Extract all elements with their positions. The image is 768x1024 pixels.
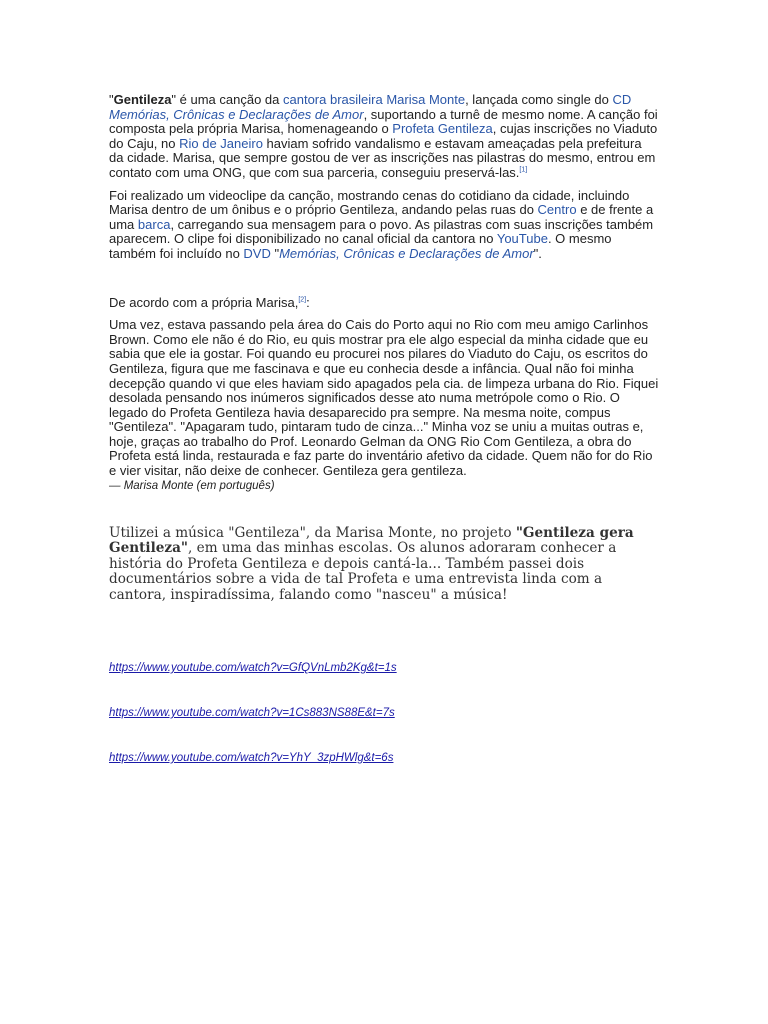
text-run: , cujas inscrições no Viaduto do Caju, no bbox=[109, 121, 658, 151]
text-run: , carregando sua mensagem para o povo. As pilastras com suas inscrições também aparecem. O clipe foi disponibilizado no canal oficial da cantora no bbox=[109, 216, 654, 247]
link-singer[interactable]: cantora brasileira Marisa Monte bbox=[283, 92, 466, 107]
text-run: ". bbox=[533, 245, 542, 261]
quote-lead bbox=[109, 296, 659, 311]
youtube-link-1[interactable]: https://www.youtube.com/watch?v=GfQVnLmb2Kg&t=1s bbox=[109, 662, 397, 675]
text-run: Utilizei a música "Gentileza", da Marisa Monte, no projeto bbox=[109, 524, 516, 541]
text-run: " bbox=[109, 92, 114, 107]
link-rio-de-janeiro[interactable]: Rio de Janeiro bbox=[179, 135, 263, 151]
youtube-link-3[interactable]: https://www.youtube.com/watch?v=YhY_3zpHWlg&t=6s bbox=[109, 752, 394, 765]
song-title: Gentileza bbox=[113, 92, 172, 107]
text-run: , em uma das minhas escolas. Os alunos adoraram conhecer a história do Profeta Gentileza e depois cantá-la... Também passei dois documentários sobre a vida de tal Profeta e uma entrevista linda com a cantora, inspiradíssima, falando como "nasceu" a música! bbox=[109, 540, 617, 603]
link-youtube[interactable]: YouTube bbox=[496, 231, 548, 247]
link-centro[interactable]: Centro bbox=[537, 202, 577, 218]
text-run: " bbox=[270, 245, 280, 261]
link-profeta-gentileza[interactable]: Profeta Gentileza bbox=[392, 121, 493, 137]
link-dvd[interactable]: DVD bbox=[243, 245, 271, 261]
link-cd[interactable]: CD bbox=[612, 92, 632, 107]
blockquote: Uma vez, estava passando pela área do Cais do Porto aqui no Rio com meu amigo Carlinhos Brown. Como ele não é do Rio, eu quis mostrar pra ele algo especial da minha cidade que eu sabia que ele ia gostar. Foi quando eu procurei nos pilares do Viaduto do Caju, os escritos do Gentileza, figura que me fascinava e que eu conhecia desde a infância. Qual não foi minha decepção quando vi que eles haviam sido apagados pela cia. de limpeza urbana do Rio. Fiquei desolada pensando nos inúmeros significados desse ato numa metrópole como o Rio. O legado do Profeta Gentileza havia desaparecido pra sempre. Na mesma noite, compus "Gentileza". "Apagaram tudo, pintaram tudo de cinza..." Minha voz se uniu a muitas outras e, hoje, graças ao trabalho do Prof. Leonardo Gelman da ONG Rio Com Gentileza, a obra do Profeta está linda, restaurada e faz parte do inventário afetivo da cidade. Quem não for do Rio e vier visitar, não deixe de conhecer. Gentileza gera gentileza. bbox=[109, 317, 659, 479]
intro-paragraph bbox=[109, 93, 659, 181]
document-body bbox=[109, 93, 659, 765]
text-run: " é uma canção da bbox=[171, 92, 283, 107]
link-barca[interactable]: barca bbox=[137, 216, 171, 232]
text-run: , suportando a turnê de mesmo nome. A canção foi composta pela própria Marisa, homenageando o bbox=[109, 106, 658, 137]
reference-1[interactable]: [1] bbox=[519, 166, 528, 174]
text-run: : bbox=[306, 294, 310, 310]
teacher-note bbox=[109, 526, 657, 604]
text-run: Foi realizado um videoclipe da canção, mostrando cenas do cotidiano da cidade, incluindo Marisa dentro de um ônibus e o próprio Gentileza, andando pelas ruas do bbox=[109, 187, 630, 218]
videoclip-paragraph bbox=[109, 189, 659, 262]
text-run: De acordo com a própria Marisa, bbox=[109, 294, 299, 310]
reference-2[interactable]: [2] bbox=[298, 296, 307, 304]
youtube-link-2[interactable]: https://www.youtube.com/watch?v=1Cs883NS88E&t=7s bbox=[109, 707, 395, 720]
video-links bbox=[109, 661, 659, 765]
text-run: . O mesmo também foi incluído no bbox=[109, 231, 612, 261]
text-run: haviam sofrido vandalismo e estavam ameaçadas pela prefeitura da cidade. Marisa, que sempre gostou de ver as inscrições nas pilastras do mesmo, entrou em contato com uma ONG, que com sua parceria, conseguiu preservá-las. bbox=[109, 135, 656, 180]
project-title: "Gentileza gera Gentileza" bbox=[109, 524, 634, 557]
link-album[interactable]: Memórias, Crônicas e Declarações de Amor bbox=[109, 106, 364, 122]
link-album-dvd[interactable]: Memórias, Crônicas e Declarações de Amor bbox=[279, 245, 534, 261]
quote-citation: — Marisa Monte (em português) bbox=[109, 479, 275, 492]
text-run: e de frente a uma bbox=[109, 202, 654, 232]
text-run: , lançada como single do bbox=[465, 92, 613, 107]
